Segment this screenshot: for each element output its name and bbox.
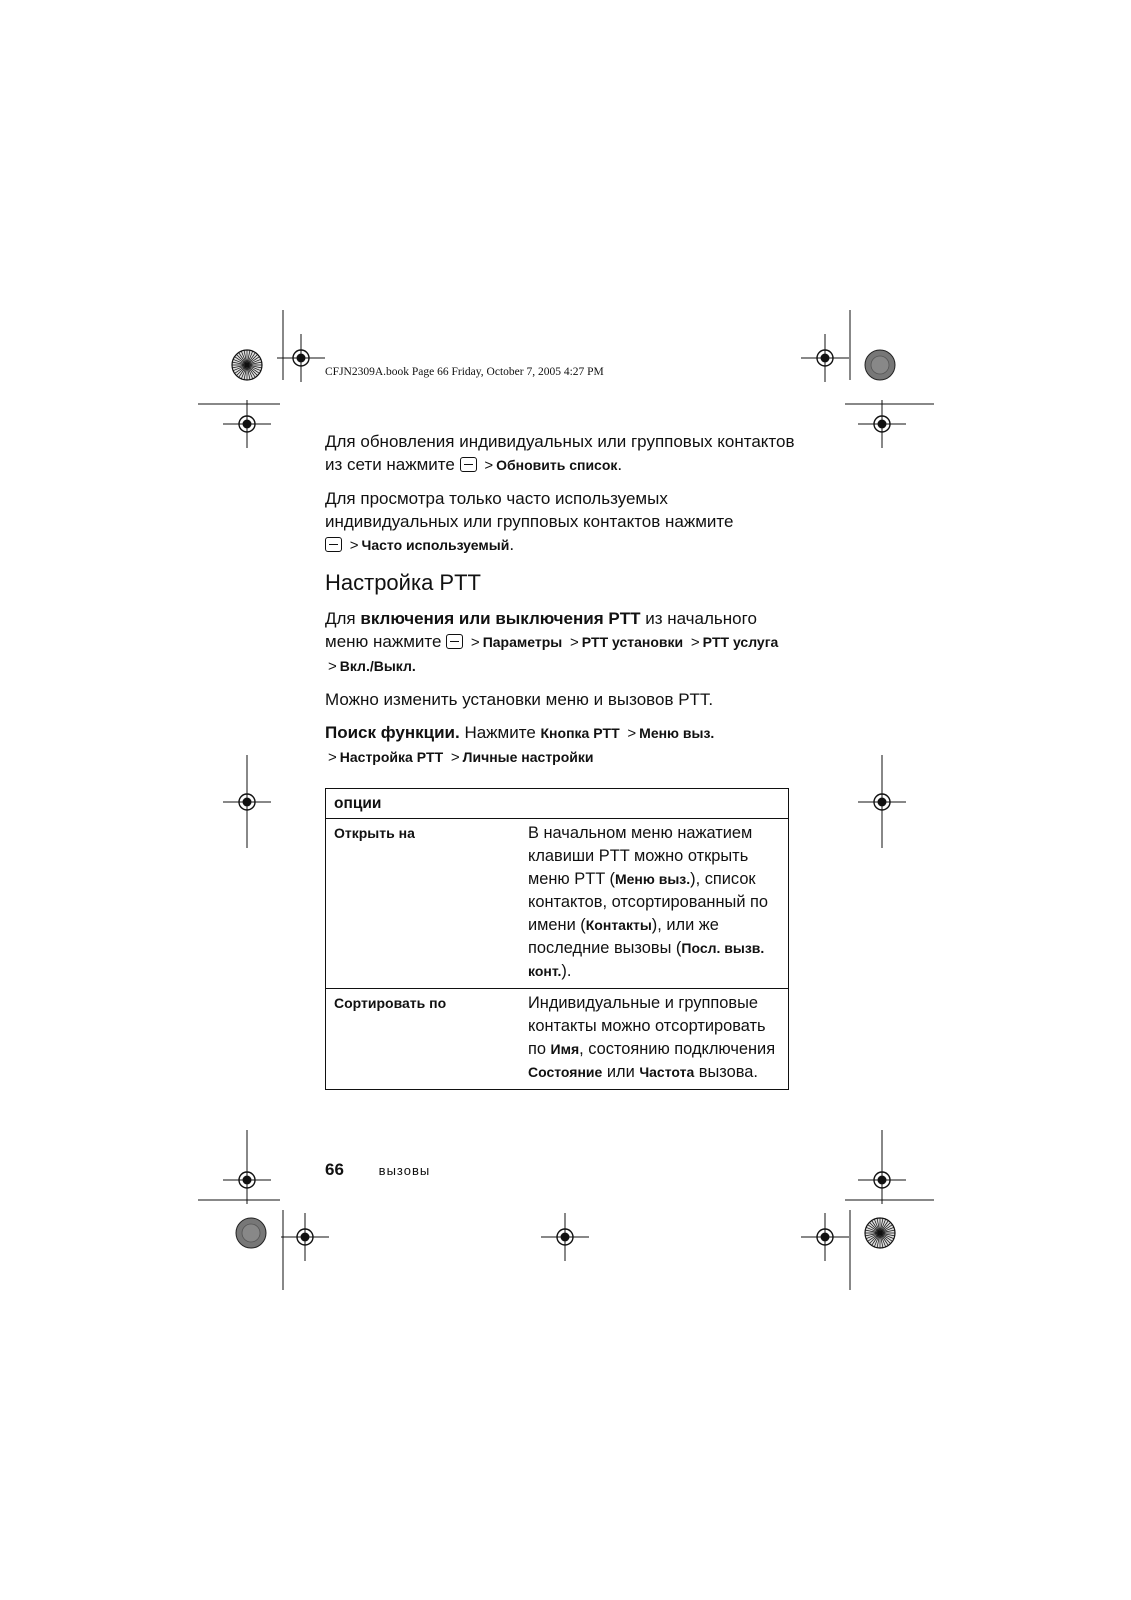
menu-command: Часто используемый xyxy=(361,537,510,553)
menu-command: Кнопка PTT xyxy=(540,725,620,741)
paragraph-find-feature xyxy=(325,721,795,769)
path-separator: > xyxy=(569,634,579,651)
print-slug-header: CFJN2309A.book Page 66 Friday, October 7, 2005 4:27 PM xyxy=(325,366,604,378)
description-text: или xyxy=(602,1063,640,1081)
table-row xyxy=(326,819,789,989)
description-text: ), или же последние вызовы ( xyxy=(528,916,719,957)
description-text: вызова. xyxy=(694,1063,758,1081)
paragraph-bold: включения или выключения PTT xyxy=(360,609,641,628)
path-separator: > xyxy=(690,634,700,651)
sentence-end: . xyxy=(617,455,623,474)
paragraph-lead: Для xyxy=(325,609,356,628)
path-separator: > xyxy=(349,537,359,554)
option-label: Открыть на xyxy=(326,819,521,989)
table-header-row xyxy=(326,789,789,819)
menu-command: Состояние xyxy=(528,1064,603,1080)
menu-command: Вкл./Выкл. xyxy=(339,658,416,674)
path-separator: > xyxy=(328,658,337,675)
paragraph-frequent-contacts xyxy=(325,487,795,557)
paragraph-text: Нажмите xyxy=(464,723,536,742)
menu-key-icon xyxy=(460,457,477,472)
option-description xyxy=(520,989,789,1090)
path-separator: > xyxy=(328,749,337,766)
paragraph-update-contacts xyxy=(325,430,795,477)
paragraph-text: Для обновления индивидуальных или групповых контактов из сети нажмите xyxy=(325,432,795,474)
paragraph-text: Для просмотра только часто используемых индивидуальных или групповых контактов нажмите xyxy=(325,489,734,531)
menu-command: Контакты xyxy=(585,917,652,933)
description-text: Индивидуальные и групповые контакты можно отсортировать по xyxy=(528,994,766,1058)
table-header: опции xyxy=(326,789,789,819)
menu-command: Настройка PTT xyxy=(339,749,444,765)
menu-command: Параметры xyxy=(482,634,563,650)
path-separator: > xyxy=(450,749,460,766)
options-table xyxy=(325,788,789,1090)
menu-command: PTT установки xyxy=(581,634,684,650)
option-label: Сортировать по xyxy=(334,995,447,1011)
menu-command: Посл. вызв. конт. xyxy=(528,940,765,979)
page-content xyxy=(325,430,795,779)
menu-key-icon xyxy=(325,537,342,552)
section-title: Настройка PTT xyxy=(325,570,481,595)
path-separator: > xyxy=(627,725,637,742)
description-text: В начальном меню нажатием клавиши PTT можно открыть меню PTT ( xyxy=(528,824,753,888)
menu-command: Обновить список xyxy=(496,457,618,473)
find-feature-label: Поиск функции. xyxy=(325,723,460,742)
page-number: 66 xyxy=(325,1160,344,1179)
footer-section-name: вызовы xyxy=(378,1163,431,1178)
paragraph-ptt-toggle xyxy=(325,607,795,678)
paragraph-text: из начального меню нажмите xyxy=(325,609,757,651)
menu-command: Имя xyxy=(550,1041,580,1057)
path-separator: > xyxy=(470,634,480,651)
menu-command: Личные настройки xyxy=(462,749,594,765)
paragraph-ptt-settings: Можно изменить установки меню и вызовов PTT. xyxy=(325,690,714,709)
table-row xyxy=(326,989,789,1090)
menu-command: Меню выз. xyxy=(614,871,691,887)
sentence-end: . xyxy=(509,535,515,554)
option-description xyxy=(520,819,789,989)
menu-command: Частота xyxy=(639,1064,695,1080)
description-text: ), список контактов, отсортированный по имени ( xyxy=(528,870,769,934)
menu-command: Меню выз. xyxy=(639,725,715,741)
menu-key-icon xyxy=(446,634,463,649)
description-text: , состоянию подключения xyxy=(579,1040,776,1058)
menu-command: PTT услуга xyxy=(702,634,779,650)
page-footer xyxy=(325,1160,430,1180)
path-separator: > xyxy=(484,457,494,474)
description-text: ). xyxy=(561,962,572,980)
